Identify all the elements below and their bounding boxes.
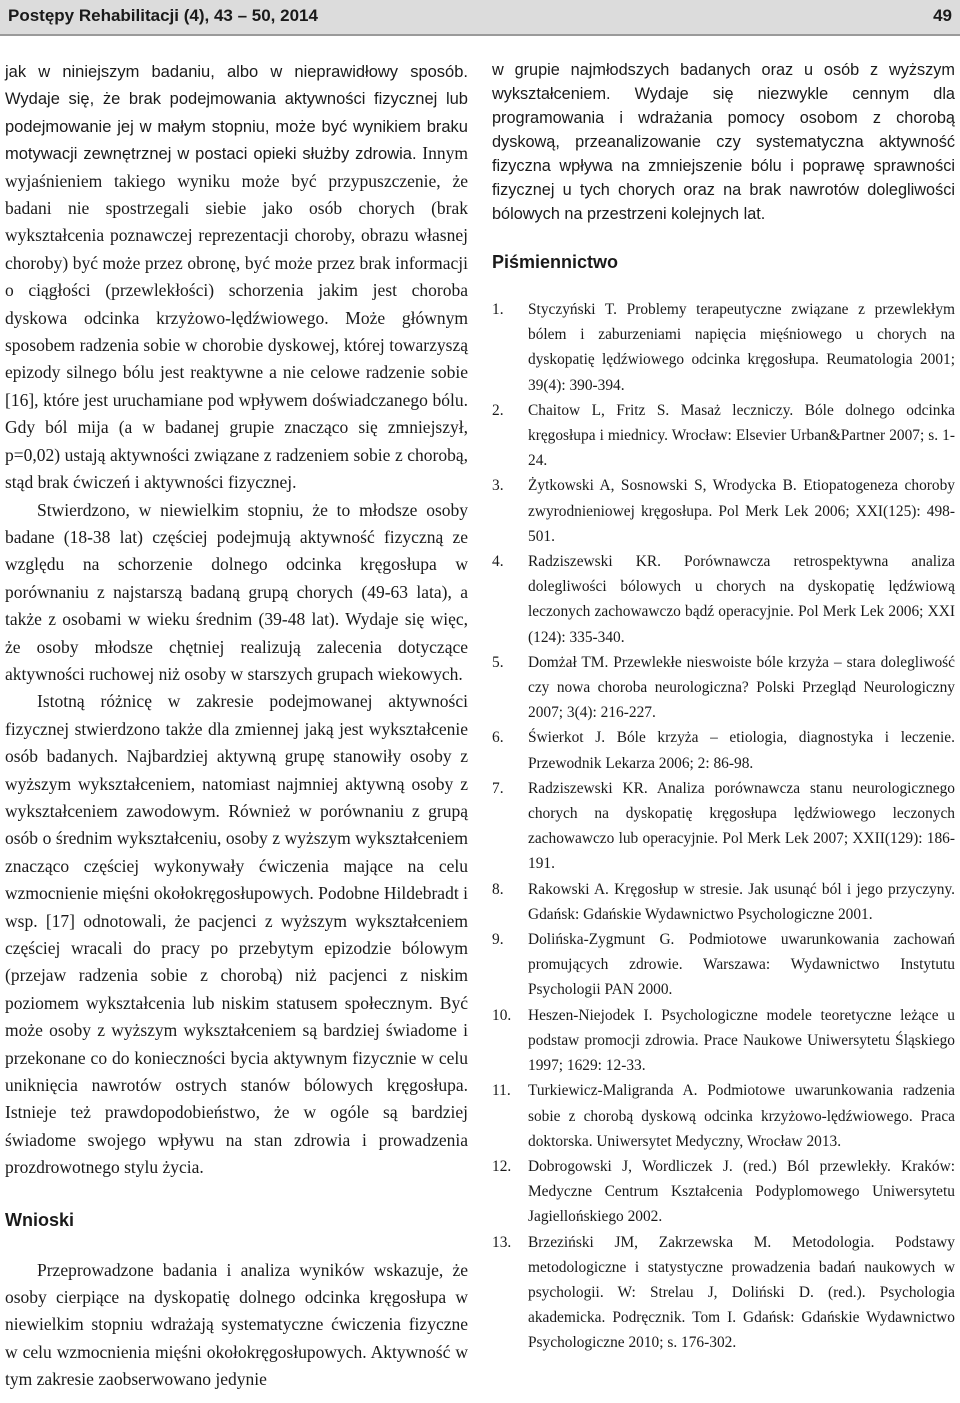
reference-number: 2. [492, 401, 504, 419]
discussion-paragraph-3: Istotną różnicę w zakresie podejmowanej aktywności fizycznej stwierdzono także dla zmiennej jaką jest wykształcenie osób badanych. Najbardziej aktywną grupę stanowiły osoby z wyższym wykształceniem, natomiast najmniej aktywną osoby z wykształceniem zawodowym. Również w porównaniu z grupą osób o średnim wykształceniu, osoby z wyższym wykształceniem znacząco częściej wykonywały ćwiczenia mające na celu wzmocnienie mięśni okołokręgosłupowych. Podobne Hildebradt i wsp. [17] odnotowali, że pacjenci z wyższym wykształceniem częściej wracali do pracy po przebytym epizodzie bólowym (przejaw radzenia sobie z chorobą) niż pacjenci z niskim poziomem wykształcenia lub niskim statusem społecznym. Być może osoby z wyższym wykształceniem są bardziej świadome i przekonane co do konieczności bycia aktywnym fizycznie w celu uniknięcia nawrotów ostrych stanów bólowych kręgosłupa. Istnieje też prawdopodobieństwo, że w ogóle są bardziej świadome swojego wpływu na stan zdrowia i prowadzenia prozdrowotnego stylu życia. [5, 691, 468, 1178]
discussion-paragraph-2: Stwierdzono, w niewielkim stopniu, że to młodsze osoby badane (18-38 lat) częściej podejmują aktywność fizyczną ze względu na schorzenie dolnego odcinka kręgosłupa w porównaniu z najstarszą badaną grupą chorych (49-63 lata), a także z osobami w wieku średnim (39-48 lat). Wydaje się więc, że osoby młodsze chętniej realizują zalecenia dotyczące aktywności ruchowej niż osoby w starszych grupach wiekowych. [5, 499, 468, 684]
reference-number: 11. [492, 1082, 511, 1100]
reference-text: Styczyński T. Problemy terapeutyczne związane z przewlekłym bólem i zaburzeniami napięcia mięśniowego u chorych na dyskopatię lędźwiowego odcinka kręgosłupa. Reumatologia 2001; 39(4): 390-394. [528, 301, 955, 394]
reference-item [492, 297, 955, 398]
reference-item [492, 725, 955, 775]
reference-item [492, 927, 955, 1003]
reference-text: Domżał TM. Przewlekłe nieswoiste bóle krzyża – stara dolegliwość czy nowa choroba neurologiczna? Polski Przegląd Neurologiczny 2007; 3(4): 216-227. [528, 653, 955, 722]
reference-item [492, 1003, 955, 1079]
reference-list [492, 297, 955, 1356]
reference-text: Rakowski A. Kręgosłup w stresie. Jak usunąć ból i jego przyczyny. Gdańsk: Gdańskie Wydawnictwo Psychologiczne 2001. [528, 880, 955, 923]
reference-text: Świerkot J. Bóle krzyża – etiologia, diagnostyka i leczenie. Przewodnik Lekarza 2006; 2: 86-98. [528, 729, 955, 772]
reference-text: Turkiewicz-Maligranda A. Podmiotowe uwarunkowania radzenia sobie z chorobą dyskową odcinka krzyżowo-lędźwiowego. Praca doktorska. Uniwersytet Medyczny, Wrocław 2013. [528, 1082, 955, 1150]
reference-number: 7. [492, 779, 504, 797]
reference-number: 5. [492, 653, 504, 671]
reference-item [492, 1078, 955, 1154]
conclusions-paragraph: Przeprowadzone badania i analiza wyników wskazuje, że osoby cierpiące na dyskopatię dolnego odcinka kręgosłupa w niewielkim stopniu wdrażają systematyczne ćwiczenia fizyczne w celu wzmocnienia mięśni okołokręgosłupowych. Aktywność w tym zakresie zaobserwowano jedynie [5, 1259, 468, 1390]
reference-item [492, 549, 955, 650]
reference-number: 13. [492, 1233, 512, 1251]
reference-item [492, 1154, 955, 1230]
reference-item [492, 1230, 955, 1356]
running-header [0, 0, 960, 36]
reference-number: 6. [492, 729, 504, 747]
reference-number: 12. [492, 1157, 512, 1175]
reference-number: 3. [492, 477, 504, 495]
conclusions-heading: Wnioski [5, 1209, 75, 1230]
reference-text: Brzeziński JM, Zakrzewska M. Metodologia. Podstawy metodologiczne i statystyczne prowadzenia badań naukowych w psychologii. W: Strelau J, Doliński D. (red.). Psychologia akademicka. Podręcznik. Tom I. Gdańsk: Gdańskie Wydawnictwo Psychologiczne 2010; s. 176-302. [528, 1233, 955, 1352]
reference-text: Heszen-Niejodek I. Psychologiczne modele teoretyczne leżące u podstaw promocji zdrowia. Prace Naukowe Uniwersytetu Śląskiego 1997; 1629: 12-33. [528, 1006, 955, 1075]
reference-number: 10. [492, 1006, 512, 1024]
discussion-paragraph-1 [5, 58, 468, 497]
reference-number: 4. [492, 553, 504, 571]
reference-item [492, 650, 955, 726]
reference-text: Dolińska-Zygmunt G. Podmiotowe uwarunkowania zachowań promujących zdrowie. Warszawa: Wydawnictwo Instytutu Psychologii PAN 2000. [528, 931, 955, 999]
reference-text: Dobrogowski J, Wordliczek J. (red.) Ból przewlekły. Kraków: Medyczne Centrum Kształcenia Podyplomowego Uniwersytetu Jagiellońskiego 2002. [528, 1157, 955, 1226]
reference-item [492, 776, 955, 877]
reference-text: Radziszewski KR. Porównawcza retrospektywna analiza dolegliwości bólowych u chorych na dyskopatię lędźwiową leczonych zachowawczo bądź operacyjnie. Pol Merk Lek 2006; XXI (124): 335-340. [528, 553, 955, 646]
reference-number: 1. [492, 301, 504, 318]
right-column [492, 58, 955, 1356]
reference-text: Chaitow L, Fritz S. Masaż leczniczy. Bóle dolnego odcinka kręgosłupa i miednicy. Wrocław: Elsevier Urban&Partner 2007; s. 1-24. [528, 401, 955, 470]
reference-item [492, 473, 955, 549]
left-column [5, 58, 468, 1394]
page-number: 49 [933, 6, 952, 25]
reference-number: 8. [492, 880, 504, 898]
reference-text: Radziszewski KR. Analiza porównawcza stanu neurologicznego chorych na dyskopatię kręgosłupa lędźwiowego leczonych zachowawczo lub operacyjnie. Pol Merk Lek 2007; XXII(129): 186-191. [528, 779, 955, 873]
paragraph-serif-segment: Innym wyjaśnieniem takiego wyniku może być przypuszczenie, że badani nie spostrzegali siebie jako osób chorych (brak wykształcenia poznawczej reprezentacji choroby, obrazu własnej choroby) być może przez obronę, być może przez brak informacji o ciągłości (przewlekłości) schorzenia jakim jest choroba dyskowa odcinka krzyżowo-lędźwiowego. Może głównym sposobem radzenia sobie w chorobie dyskowej, której towarzyszą epizody silnego bólu jest reaktywne a nie celowe radzenie sobie [16], które jest uruchamiane pod wpływem doświadczanego bólu. Gdy ból mija (a w badanej grupie znacząco się zmniejszył, p=0,02) ustają aktywności związane z radzeniem sobie z chorobą, stąd brak ćwiczeń i aktywności fizycznej. [5, 143, 468, 493]
references-heading: Piśmiennictwo [492, 252, 619, 272]
reference-item [492, 877, 955, 927]
reference-text: Żytkowski A, Sosnowski S, Wrodycka B. Etiopatogeneza choroby zwyrodnieniowej kręgosłupa. Pol Merk Lek 2006; XXI(125): 498-501. [528, 477, 955, 545]
reference-item [492, 398, 955, 474]
journal-citation: Postępy Rehabilitacji (4), 43 – 50, 2014 [8, 6, 318, 25]
reference-number: 9. [492, 931, 504, 949]
paragraph-sans-segment: jak w niniejszym badaniu, albo w nieprawidłowy sposób. Wydaje się, że brak podejmowania aktywności fizycznej lub podejmowanie jej w małym stopniu, może być wynikiem braku motywacji zewnętrznej w postaci opieki służby zdrowia. [5, 63, 468, 164]
conclusions-continuation: w grupie najmłodszych badanych oraz u osób z wyższym wykształceniem. Wydaje się niezwykle cennym dla programowania i wdrażania pomocy osobom z chorobą dyskową, przeanalizowanie czy systematyczna aktywność fizyczna wpływa na zmniejszenie bólu i poprawę sprawności fizycznej u tych chorych oraz na brak nawrotów dolegliwości bólowych na przestrzeni kolejnych lat. [492, 61, 955, 223]
